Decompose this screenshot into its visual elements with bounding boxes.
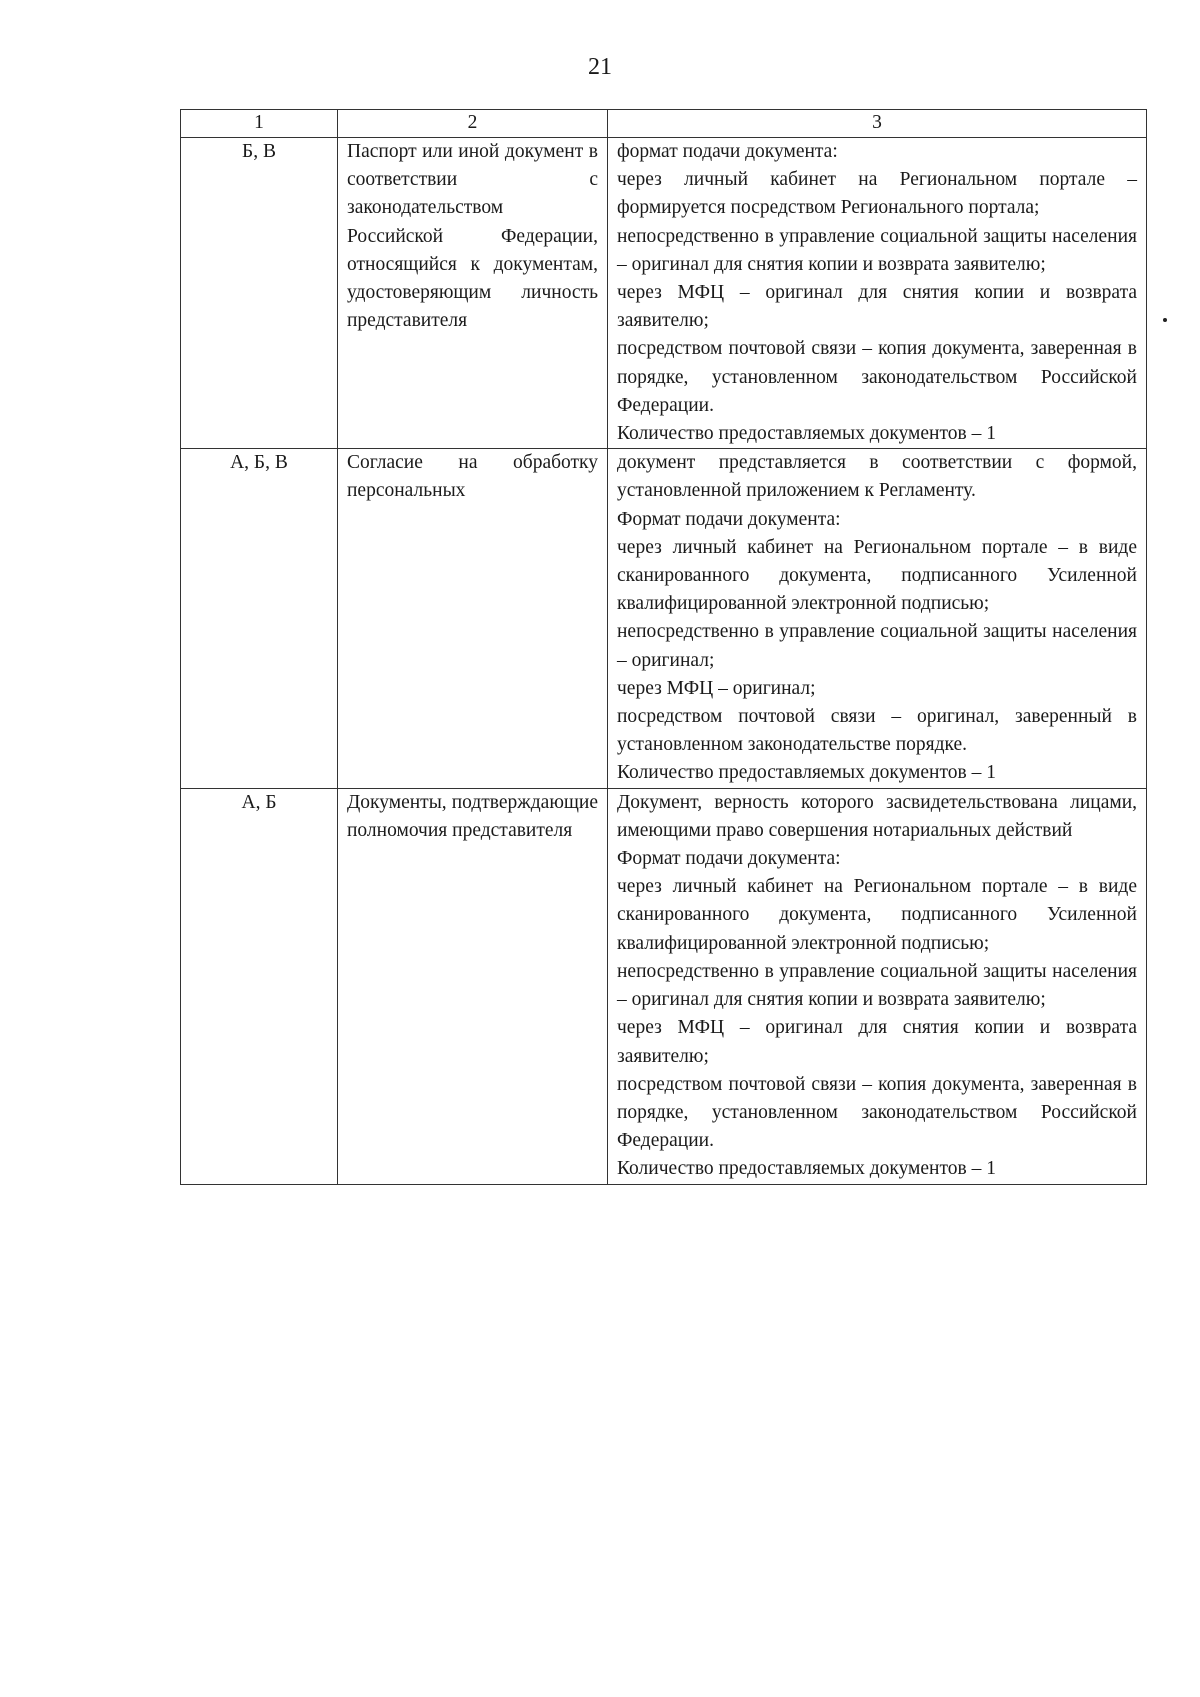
requirement-line: через МФЦ – оригинал для снятия копии и возврата заявителю;: [617, 282, 1137, 332]
column-header-3: 3: [608, 110, 1147, 138]
requirement-line: через личный кабинет на Региональном портале – в виде сканированного документа, подписанного Усиленной квалифицированной электронной подписью;: [617, 876, 1137, 954]
requirement-line: посредством почтовой связи – копия документа, заверенная в порядке, установленном законодательством Российской Федерации.: [617, 1073, 1137, 1152]
requirement-line: через МФЦ – оригинал для снятия копии и возврата заявителю;: [617, 1017, 1137, 1067]
scan-speck: [1163, 318, 1167, 322]
requirement-line: непосредственно в управление социальной защиты населения – оригинал для снятия копии и возврата заявителю;: [617, 960, 1137, 1011]
requirements-cell: [608, 788, 1147, 1184]
table-row: [181, 138, 1147, 449]
recipients-cell: А, Б: [181, 788, 338, 1184]
requirement-line: непосредственно в управление социальной защиты населения – оригинал;: [617, 621, 1137, 671]
requirement-line: непосредственно в управление социальной защиты населения – оригинал для снятия копии и возврата заявителю;: [617, 225, 1137, 275]
table-row: [181, 788, 1147, 1184]
requirement-line: Формат подачи документа:: [617, 848, 841, 870]
requirement-line: посредством почтовой связи – оригинал, заверенный в установленном законодательстве порядке.: [617, 706, 1137, 756]
page-number: 21: [588, 54, 612, 80]
requirement-line: Формат подачи документа:: [617, 508, 841, 530]
requirement-line: Количество предоставляемых документов – 1: [617, 423, 996, 445]
table-header-row: [181, 110, 1147, 138]
requirement-line: посредством почтовой связи – копия документа, заверенная в порядке, установленном законодательством Российской Федерации.: [617, 338, 1137, 416]
column-header-2: 2: [338, 110, 608, 138]
requirement-line: формат подачи документа:: [617, 141, 838, 162]
document-name-cell: Паспорт или иной документ в соответствии с законодательством Российской Федерации, относящийся к документам, удостоверяющим личность представителя: [338, 138, 608, 449]
table-body: [181, 138, 1147, 1185]
column-header-1: 1: [181, 110, 338, 138]
requirement-line: Документ, верность которого засвидетельствована лицами, имеющими право совершения нотариальных действий: [617, 791, 1137, 841]
requirements-cell: [608, 138, 1147, 449]
table-row: [181, 449, 1147, 788]
requirement-line: Количество предоставляемых документов – 1: [617, 1158, 996, 1180]
requirement-line: документ представляется в соответствии с формой, установленной приложением к Регламенту.: [617, 452, 1137, 502]
requirement-line: через личный кабинет на Региональном портале – в виде сканированного документа, подписанного Усиленной квалифицированной электронной подписью;: [617, 536, 1137, 615]
requirement-line: Количество предоставляемых документов – 1: [617, 762, 996, 784]
table-header: [181, 110, 1147, 138]
documents-table: [180, 109, 1147, 1185]
requirement-line: через личный кабинет на Региональном портале – формируется посредством Регионального портала;: [617, 169, 1137, 219]
document-name-cell: Согласие на обработку персональных: [338, 449, 608, 788]
requirements-cell: [608, 449, 1147, 788]
recipients-cell: А, Б, В: [181, 449, 338, 788]
requirement-line: через МФЦ – оригинал;: [617, 677, 816, 699]
document-name-cell: Документы, подтверждающие полномочия представителя: [338, 788, 608, 1184]
recipients-cell: Б, В: [181, 138, 338, 449]
